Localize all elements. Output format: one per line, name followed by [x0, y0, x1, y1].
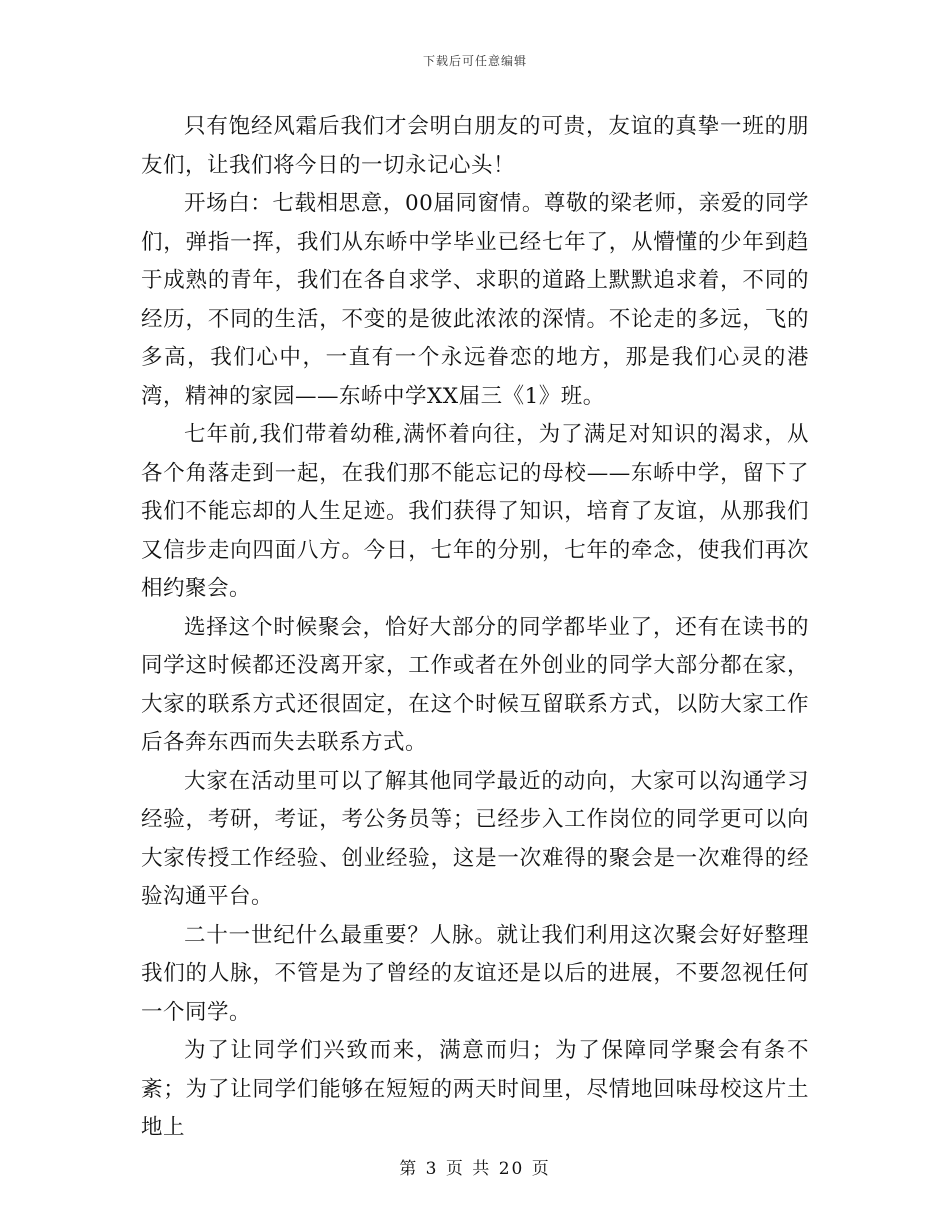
paragraph-7: 为了让同学们兴致而来，满意而归；为了保障同学聚会有条不紊；为了让同学们能够在短短的两天时间里，尽情地回味母校这片土地上: [141, 1038, 809, 1140]
document-body: [141, 108, 809, 1148]
paragraph-6: 二十一世纪什么最重要？人脉。就让我们利用这次聚会好好整理我们的人脉，不管是为了曾经的友谊还是以后的进展，不要忽视任何一个同学。: [141, 922, 809, 1025]
paragraph-4: 选择这个时候聚会，恰好大部分的同学都毕业了，还有在读书的同学这时候都还没离开家，工作或者在外创业的同学大部分都在家，大家的联系方式还很固定，在这个时候互留联系方式，以防大家工作后各奔东西而失去联系方式。: [141, 614, 809, 755]
paragraph-5: 大家在活动里可以了解其他同学最近的动向，大家可以沟通学习经验，考研，考证，考公务员等；已经步入工作岗位的同学更可以向大家传授工作经验、创业经验，这是一次难得的聚会是一次难得的经验沟通平台。: [141, 768, 809, 909]
page-number: 第 3 页 共 20 页: [399, 1159, 551, 1179]
paragraph-2: 开场白：七载相思意，00届同窗情。尊敬的梁老师，亲爱的同学们，弹指一挥，我们从东峤中学毕业已经七年了，从懵懂的少年到趋于成熟的青年，我们在各自求学、求职的道路上默默追求着，不同的经历，不同的生活，不变的是彼此浓浓的深情。不论走的多远，飞的多高，我们心中，一直有一个永远眷恋的地方，那是我们心灵的港湾，精神的家园——东峤中学XX届三《1》班。: [141, 191, 809, 409]
paragraph-3: 七年前,我们带着幼稚,满怀着向往，为了满足对知识的渴求，从各个角落走到一起，在我们那不能忘记的母校——东峤中学，留下了我们不能忘却的人生足迹。我们获得了知识，培育了友谊，从那我们又信步走向四面八方。今日，七年的分别，七年的牵念，使我们再次相约聚会。: [141, 422, 809, 601]
paragraph-1: 只有饱经风霜后我们才会明白朋友的可贵，友谊的真挚一班的朋友们，让我们将今日的一切永记心头！: [141, 114, 809, 178]
page-header-note: 下载后可任意编辑: [422, 54, 527, 68]
